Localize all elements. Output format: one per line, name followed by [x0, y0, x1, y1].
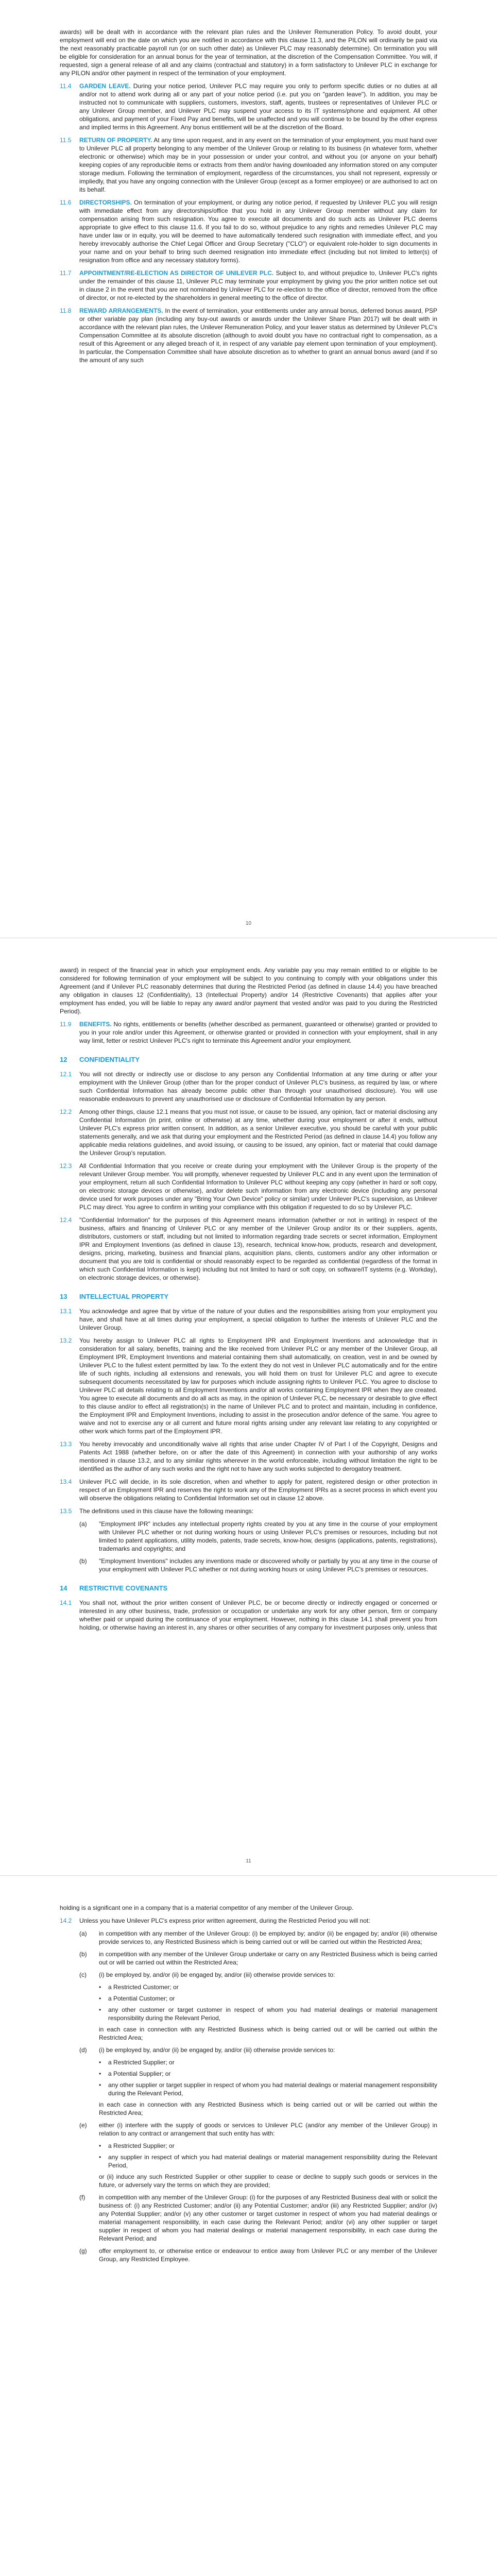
clause-number: 11.5: [60, 137, 72, 144]
subclause-text: either (i) interfere with the supply of goods or services to Unilever PLC (and/or any member of the Unilever Group) in relation to any contract or arrangement that such entity has with:: [99, 2122, 437, 2137]
section-title: INTELLECTUAL PROPERTY: [79, 1293, 169, 1300]
clause-text: In the event of termination, your entitlements under any annual bonus, deferred bonus award, PSP or other variable pay plan (including any buy-out awards or awards under the Unilever Share Plan 2017) will be dealt with in accordance with the relevant plan rules, the Unilever Remuneration Policy, and your leaver status as determined by Unilever PLC's Compensation Committee at its absolute discretion (although to avoid doubt you have no contractual right to compensation, as a result of this Agreement or any alleged breach of it, in respect of any variable pay element upon termination of your employment). In particular, the Compensation Committee shall have absolute discretion as to whether to grant an annual bonus award (and if so the amount of any such: [79, 307, 437, 364]
clause-text: "Confidential Information" for the purposes of this Agreement means information (whether or not in writing) in respect of the business, affairs and financing of Unilever PLC or any member of the Unilever Group and/or its or their suppliers, agents, distributors, customers or staff, including but not limited to information regarding trade secrets or secret information, Employment IPR and Employment Inventions (as defined in clause 13), research, technical know-how, products, research and development, designs, pricing, marketing, business and financial plans, acquisition plans, clients, customers and/or any other information or document that you are told is confidential or should reasonably expect to be regarded as confidential (regardless of the format in which such Confidential Information is kept) including but not limited to hard or soft copy, on software/IT systems (e.g. Workday), on electronic storage devices, or otherwise).: [79, 1216, 437, 1281]
subclause-13-5-b: [79, 1557, 437, 1573]
bullet-text: any supplier in respect of which you had material dealings or material management responsibility during the Relevant Period,: [108, 2154, 437, 2169]
subclause-text: (i) be employed by, and/or (ii) be engaged by, and/or (iii) otherwise provide services to:: [99, 1971, 335, 1978]
subclause-continuation: in each case in connection with any Restricted Business which is being carried out or will be carried out within the Restricted Area;: [99, 2101, 437, 2116]
subclause-text: "Employment Inventions" includes any inventions made or discovered wholly or partially by you at any time in the course of your employment with Unilever PLC whether or not during working hours or using Unilever PLC's premises or resources.: [99, 1557, 437, 1573]
clause-text: You hereby irrevocably and unconditionally waive all rights that arise under Chapter IV of Part I of the Copyright, Designs and Patents Act 1988 (whether before, on or after the date of this Agreement) in connection with your authorship of any works mentioned in clause 13.2, and to any similar rights wherever in the world enforceable, including without limitation the right to be identified as the author of any such works and the right not to have any such works subjected to derogatory treatment.: [79, 1440, 437, 1472]
subclause-14-2-d: [79, 2046, 437, 2054]
subclause-14-2-f: [79, 2193, 437, 2243]
subclause-label: (a): [79, 1930, 87, 1937]
bullet-item: [99, 2070, 437, 2078]
bullet-text: a Potential Customer; or: [108, 1995, 175, 2002]
subclause-14-2-g: [79, 2247, 437, 2263]
subclause-label: (e): [79, 2122, 87, 2129]
clause-11-9: [60, 1020, 437, 1045]
clause-13-4: [60, 1478, 437, 1502]
subclause-continuation: or (ii) induce any such Restricted Supplier or other supplier to cease or decline to supply such goods or services in the future, or adversely vary the terms on which they are provided;: [99, 2173, 437, 2189]
clause-number: 13.1: [60, 1308, 72, 1315]
clause-title: GARDEN LEAVE.: [79, 82, 131, 90]
bullet-text: a Restricted Supplier; or: [108, 2059, 175, 2066]
clause-text: Among other things, clause 12.1 means that you must not issue, or cause to be issued, any opinion, fact or material disclosing any Confidential Information (in print, online or otherwise) at any time, whether during your employment or after it ends, without Unilever PLC's express prior written consent. In addition, as a senior Unilever executive, you should be careful with your public statements generally, and we ask that during your employment and the Restricted Period (as defined in clause 14.4) you follow any applicable media relations guidelines, and avoid issuing, or causing to be issued, any opinion, fact or material that could damage the Unilever Group's reputation.: [79, 1108, 437, 1157]
subclause-14-2-c: [79, 1971, 437, 1979]
clause-text: You hereby assign to Unilever PLC all rights to Employment IPR and Employment Inventions and acknowledge that in consideration for all salary, benefits, training and the like received from Unilever PLC or any member of the Unilever Group, all Employment IPR, Employment Inventions and material containing them shall automatically, on creation, vest in and be owned by Unilever PLC to the fullest extent permitted by law. To the extent they do not vest in Unilever PLC automatically and for the entire life of such rights, including all extensions and renewals, you will hold them on trust for Unilever PLC and agree to execute subsequent documents necessitated by law for purposes which include assigning rights to Unilever PLC. You agree to disclose to Unilever PLC all details relating to all Employment Inventions and/or all works containing Employment IPR when they are created. You agree to execute all documents and do all acts as may, in the opinion of Unilever PLC, be necessary or desirable to give effect to this clause and/or to effect all registration(s) in the name of Unilever PLC and to protect and maintain, including in confidence, the Employment IPR and Employment Inventions, including to assist in the prosecution and/or defence of the same. You agree to waive and not to exercise any or all current and future moral rights arising under any relevant law relating to any copyrighted or other work which forms part of the Employment IPR.: [79, 1337, 437, 1435]
bullet-item: [99, 2153, 437, 2170]
clause-title: APPOINTMENT/RE-ELECTION AS DIRECTOR OF UNILEVER PLC.: [79, 269, 274, 277]
clause-number: 12.3: [60, 1162, 72, 1170]
subclause-label: (g): [79, 2247, 87, 2255]
section-title: RESTRICTIVE COVENANTS: [79, 1584, 168, 1592]
subclause-13-5-a: [79, 1520, 437, 1553]
bullet-icon: •: [99, 1984, 101, 1991]
paragraph: holding is a significant one in a company that is a material competitor of any member of the Unilever Group.: [60, 1904, 354, 1911]
clause-text: Unilever PLC will decide, in its sole discretion, when and whether to apply for patent, registered design or other protection in respect of an Employment IPR and reserves the right to work any of the Employment IPRs as a secret process in which event you will observe the obligations relating to Confidential Information set out in clause 12 above.: [79, 1478, 437, 1502]
page-number: 10: [245, 921, 252, 926]
clause-text: You acknowledge and agree that by virtue of the nature of your duties and the responsibilities arising from your employment you have, and shall have at all times during your employment, a special obligation to further the interests of Unilever PLC and the Unilever Group.: [79, 1308, 437, 1331]
clause-13-5: [60, 1507, 437, 1515]
clause-number: 11.7: [60, 269, 72, 277]
bullet-text: a Potential Supplier; or: [108, 2070, 171, 2077]
clause-11-7: [60, 269, 437, 302]
clause-text: You shall not, without the prior written consent of Unilever PLC, be or become directly or indirectly engaged or concerned or interested in any other business, trade, profession or occupation or undertake any work for any other person, firm or company whether paid or unpaid during the continuance of your employment. However, nothing in this clause 14.1 shall prevent you from holding, or otherwise having an interest in, any shares or other securities of any company for investment purposes only, unless that: [79, 1599, 437, 1631]
clause-number: 12.2: [60, 1108, 72, 1115]
bullet-text: any other customer or target customer in respect of whom you had material dealings or material management responsibility during the Relevant Period,: [108, 2006, 437, 2022]
clause-text: You will not directly or indirectly use or disclose to any person any Confidential Information at any time during or after your employment with the Unilever Group (other than for the proper conduct of Unilever PLC's business, as required by law, or where such Confidential Information has already become public other than through your unauthorised disclosure). You will use reasonable endeavours to prevent any unauthorised use or disclosure of Confidential Information by any person.: [79, 1071, 437, 1103]
section-number: 14: [60, 1584, 67, 1592]
clause-14-1: [60, 1599, 437, 1632]
clause-number: 12.4: [60, 1216, 72, 1224]
section-heading-12: [60, 1055, 437, 1064]
clause-number: 11.6: [60, 199, 72, 206]
clause-number: 14.1: [60, 1599, 72, 1606]
subclause-14-2-b: [79, 1950, 437, 1967]
subclause-label: (b): [79, 1951, 87, 1958]
clause-text: The definitions used in this clause have the following meanings:: [79, 1507, 254, 1515]
bullet-icon: •: [99, 2006, 101, 2013]
clause-title: RETURN OF PROPERTY.: [79, 137, 152, 144]
document-page-3: [0, 1875, 497, 2576]
clause-13-3: [60, 1440, 437, 1473]
clause-12-4: [60, 1216, 437, 1282]
paragraph: awards) will be dealt with in accordance with the relevant plan rules and the Unilever Remuneration Policy. To avoid doubt, your employment will end on the date on which you are notified in accordance with this clause 11.3, and the PILON will ordinarily be paid via the next reasonably practicable payroll run (or on such other date) as Unilever PLC may reasonably determine). On termination you will be eligible for consideration for an annual bonus for the year of termination, at the discretion of the Compensation Committee. You will, if requested, sign a general release of all and any claims (contractual and statutory) in a form satisfactory to Unilever PLC in exchange for any PILON and/or other payment in respect of the termination of your employment.: [60, 28, 437, 77]
section-heading-14: [60, 1584, 437, 1592]
bullet-item: [99, 1983, 437, 1991]
bullet-text: any other supplier or target supplier in respect of whom you had material dealings or material management responsibility during the Relevant Period,: [108, 2081, 437, 2097]
bullet-item: [99, 2058, 437, 2066]
bullet-icon: •: [99, 1995, 101, 2002]
bullet-text: a Restricted Customer; or: [108, 1984, 179, 1991]
bullet-item: [99, 1994, 437, 2003]
clause-number: 12.1: [60, 1071, 72, 1078]
clause-number: 14.2: [60, 1917, 72, 1924]
subclause-text: offer employment to, or otherwise entice or endeavour to entice away from Unilever PLC or any member of the Unilever Group, any Restricted Employee.: [99, 2247, 437, 2263]
clause-11-4: [60, 82, 437, 131]
clause-number: 13.3: [60, 1440, 72, 1448]
section-heading-13: [60, 1292, 437, 1301]
page-number: 11: [246, 1858, 251, 1864]
paragraph: award) in respect of the financial year in which your employment ends. Any variable pay you may remain entitled to or eligible to be considered for following termination of your employment will be subject to you continuing to comply with your obligations under this Agreement (and if Unilever PLC reasonably determines that during the Restricted Period (as defined in clause 14.4) you have breached any obligation in clauses 12 (Confidentiality), 13 (Intellectual Property) and/or 14 (Restrictive Covenants) that applies after your employment has ended, you will be liable to repay any award and/or payment that vested and/or was paid to you during the Restricted Period).: [60, 967, 437, 1015]
clause-text: Unless you have Unilever PLC's express prior written agreement, during the Restricted Period you will not:: [79, 1917, 370, 1924]
clause-text: No rights, entitlements or benefits (whether described as permanent, guaranteed or otherwise) granted or provided to you in your role and/or under this Agreement, or otherwise granted or provided in connection with your employment, shall in any way limit, fetter or restrict Unilever PLC's right to terminate this Agreement and/or your employment.: [79, 1021, 437, 1044]
clause-title: BENEFITS.: [79, 1021, 112, 1028]
clause-number: 13.4: [60, 1478, 72, 1485]
bullet-icon: •: [99, 2154, 101, 2161]
clause-11-6: [60, 198, 437, 264]
clause-11-5: [60, 136, 437, 194]
clause-number: 13.5: [60, 1507, 72, 1515]
clause-text: During your notice period, Unilever PLC may require you only to perform specific duties or no duties at all and/or not to attend work during all or any part of your notice period (i.e. put you on "garden leave"). In addition, you may be instructed not to communicate with suppliers, customers, investors, staff, agents, trustees or representatives of Unilever PLC or any Unilever Group member, and Unilever PLC may suspend your access to its IT systems/phone and equipment. All other obligations, and payment of your Fixed Pay and benefits, will be unaffected and you will continue to be bound by the other express and implied terms in this Agreement. Any bonus entitlement will be at the discretion of the Board.: [79, 82, 437, 131]
bullet-icon: •: [99, 2070, 101, 2077]
subclause-text: in competition with any member of the Unilever Group: (i) be employed by; and/or (ii) be engaged by; and/or (iii) otherwise provide services to, any Restricted Business which is being carried out or will be carried out within the Restricted Area;: [99, 1930, 437, 1945]
bullet-item: [99, 2081, 437, 2097]
clause-number: 11.8: [60, 307, 72, 314]
clause-12-1: [60, 1070, 437, 1103]
subclause-text: (i) be employed by, and/or (ii) be engaged by, and/or (iii) otherwise provide services to:: [99, 2046, 335, 2054]
document-page-1: [0, 0, 497, 938]
clause-number: 11.9: [60, 1021, 72, 1028]
bullet-item: [99, 2006, 437, 2022]
document-page-2: [0, 938, 497, 1875]
subclause-label: (b): [79, 1557, 87, 1565]
bullet-text: a Restricted Supplier; or: [108, 2142, 175, 2149]
clause-title: REWARD ARRANGEMENTS.: [79, 307, 163, 314]
section-number: 12: [60, 1056, 67, 1063]
bullet-icon: •: [99, 2059, 101, 2066]
subclause-14-2-a: [79, 1929, 437, 1946]
section-title: CONFIDENTIALITY: [79, 1056, 140, 1063]
clause-text: All Confidential Information that you receive or create during your employment with the Unilever Group is the property of the relevant Unilever Group member. You will promptly, whenever requested by Unilever PLC and in any event upon the termination of your employment, return all such Confidential Information to Unilever PLC without keeping any copy (whether in hard or soft copy, on electronic storage devices or otherwise), and/or delete such information from any electronic device (including any personal device used for work purposes under any "Bring Your Own Device" policy or similar) under Unilever PLC's supervision, as Unilever PLC may direct. You agree to confirm in writing your compliance with this obligation if requested to do so by Unilever PLC.: [79, 1162, 437, 1211]
clause-text: On termination of your employment, or during any notice period, if requested by Unilever PLC you will resign with immediate effect from any directorships/office that you hold in any Unilever Group member without any claim for compensation arising from such resignation. You agree to execute all documents and do such acts as Unilever PLC deems appropriate to give effect to this clause 11.6. If you fail to do so, without prejudice to any rights and remedies Unilever PLC may have under law or in equity, you will be deemed to have automatically tendered such resignation with immediate effect, and you hereby irrevocably authorise the Chief Legal Officer and Group Secretary ("CLO") or equivalent role-holder to sign documents in your name and on your behalf to bring such deemed resignation into immediate effect (including but not limited to letter(s) of resignation from office and any necessary statutory forms).: [79, 199, 437, 264]
clause-text: Subject to, and without prejudice to, Unilever PLC's rights under the remainder of this clause 11, Unilever PLC may terminate your employment by giving you the prior written notice set out in clause 2 in the event that you are not nominated by Unilever PLC for re-election to the office of director, removed from the office of director, or not re-elected by the shareholders in general meeting to the office of director.: [79, 269, 437, 301]
clause-11-8: [60, 307, 437, 364]
clause-number: 11.4: [60, 82, 72, 90]
section-number: 13: [60, 1293, 67, 1300]
clause-13-2: [60, 1336, 437, 1435]
subclause-label: (c): [79, 1971, 87, 1978]
subclause-14-2-e: [79, 2121, 437, 2138]
bullet-item: [99, 2142, 437, 2150]
subclause-text: in competition with any member of the Unilever Group undertake or carry on any Restricted Business which is being carried out or will be carried out within the Restricted Area;: [99, 1951, 437, 1966]
clause-13-1: [60, 1307, 437, 1332]
bullet-icon: •: [99, 2081, 101, 2089]
subclause-continuation: in each case in connection with any Restricted Business which is being carried out or will be carried out within the Restricted Area;: [99, 2026, 437, 2041]
subclause-label: (a): [79, 1520, 87, 1528]
subclause-label: (f): [79, 2194, 85, 2201]
clause-12-2: [60, 1108, 437, 1157]
bullet-icon: •: [99, 2142, 101, 2149]
clause-title: DIRECTORSHIPS.: [79, 199, 132, 206]
subclause-text: "Employment IPR" includes any intellectual property rights created by you at any time in the course of your employment with Unilever PLC whether or not during working hours or using Unilever PLC's premises or resources, including but not limited to patent applications, utility models, patents, trade secrets, know-how, designs (applications, patents, registrations), trademarks and copyrights; and: [99, 1520, 437, 1552]
clause-text: At any time upon request, and in any event on the termination of your employment, you must hand over to Unilever PLC all property belonging to any member of the Unilever Group or relating to its business (in whatever form, whether electronic or otherwise) which may be in your possession or under your control, and without you (or anyone on your behalf) keeping copies of any reproducible items or extracts from them and/or having downloaded any information stored on any computer storage medium. Following the termination of employment, regardless of the circumstances, you shall not represent, expressly or impliedly, that you have any ongoing connection with the Unilever Group (except as a former employee) or are authorised to act on its behalf.: [79, 137, 437, 193]
subclause-text: in competition with any member of the Unilever Group: (i) for the purposes of any Restricted Business deal with or solicit the business of: (i) any Restricted Customer; and/or (ii) any Potential Customer; and/or (iii) any Restricted Supplier; and/or (iv) any Potential Supplier; and/or (v) any other customer or target customer in respect of whom you had material dealings or material management responsibility, in each case during the Relevant Period; and/or (vi) any other supplier or target supplier in respect of whom you had material dealings or material management responsibility, in each case during the Relevant Period; and: [99, 2194, 437, 2242]
subclause-label: (d): [79, 2046, 87, 2054]
clause-number: 13.2: [60, 1337, 72, 1344]
clause-14-2: [60, 1917, 437, 1925]
clause-12-3: [60, 1162, 437, 1211]
